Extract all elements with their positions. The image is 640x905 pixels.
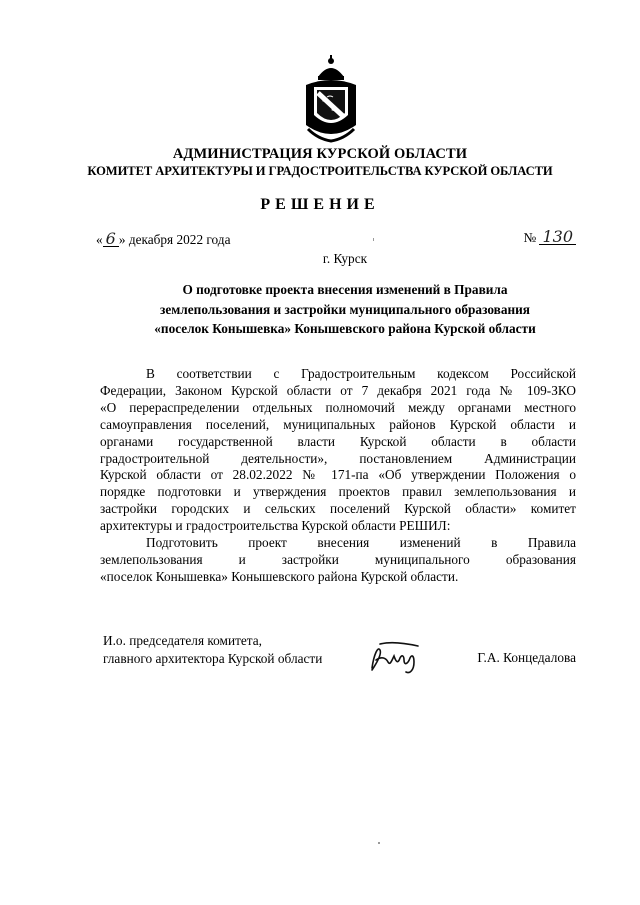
document-type-title: РЕШЕНИЕ — [260, 196, 380, 213]
body-line: Подготовить проект внесения изменений в Правила — [146, 535, 576, 551]
city: г. Курск — [322, 251, 368, 266]
body-line: Курской области от 28.02.2022 № 171-па «Об утверждении Положения о — [100, 467, 576, 483]
document-number — [523, 227, 576, 246]
document-date — [96, 229, 231, 248]
body-paragraph-basis — [100, 366, 576, 535]
body-line: архитектуры и градостроительства Курской области РЕШИЛ: — [100, 518, 451, 534]
committee-name: КОМИТЕТ АРХИТЕКТУРЫ И ГРАДОСТРОИТЕЛЬСТВА КУРСКОЙ ОБЛАСТИ — [87, 164, 553, 178]
signatory-name: Г.А. Концедалова — [477, 650, 576, 665]
handwritten-signature — [366, 640, 428, 676]
document-subject — [0, 280, 640, 339]
body-line: порядке подготовки и утверждения проектов правил землепользования и — [100, 484, 576, 500]
body-line: самоуправления поселений, муниципальных районов Курской области и — [100, 416, 576, 432]
body-line: землепользования и застройки муниципального образования — [100, 551, 576, 567]
coat-of-arms-emblem — [300, 55, 362, 143]
body-paragraph-decision — [100, 535, 576, 586]
document-body — [100, 366, 576, 586]
scan-artifact — [373, 238, 374, 241]
date-open-quote: « — [96, 232, 103, 247]
subject-line: О подготовке проекта внесения изменений в Правила — [182, 282, 508, 297]
scan-artifact — [378, 842, 380, 844]
subject-line: «поселок Конышевка» Конышевского района Курской области — [154, 321, 536, 336]
signatory-title-line: И.о. председателя комитета, — [103, 633, 263, 648]
body-line: «поселок Конышевка» Конышевского района Курской области. — [100, 568, 459, 584]
body-line: застройки городских и сельских поселений Курской области» комитет — [100, 501, 576, 517]
body-line: В соответствии с Градостроительным кодексом Российской — [146, 366, 576, 381]
body-line: градостроительной деятельности», постановлением Администрации — [100, 450, 576, 466]
signatory-title-line: главного архитектора Курской области — [103, 651, 323, 666]
body-line: «О перераспределении отдельных полномочий между органами местного — [100, 399, 576, 415]
number-handwritten: 130 — [539, 230, 576, 245]
signatory-title — [103, 632, 322, 668]
organization-name: АДМИНИСТРАЦИЯ КУРСКОЙ ОБЛАСТИ — [172, 146, 468, 162]
subject-line: землепользования и застройки муниципального образования — [160, 301, 530, 317]
date-day-handwritten: 6 — [103, 232, 119, 247]
body-line: Федерации, Законом Курской области от 7 декабря 2021 года № 109-ЗКО — [100, 382, 576, 398]
number-label: № — [523, 230, 537, 245]
body-line: органами государственной власти Курской области в области — [100, 433, 576, 449]
date-month-year: » декабря 2022 года — [118, 232, 231, 247]
